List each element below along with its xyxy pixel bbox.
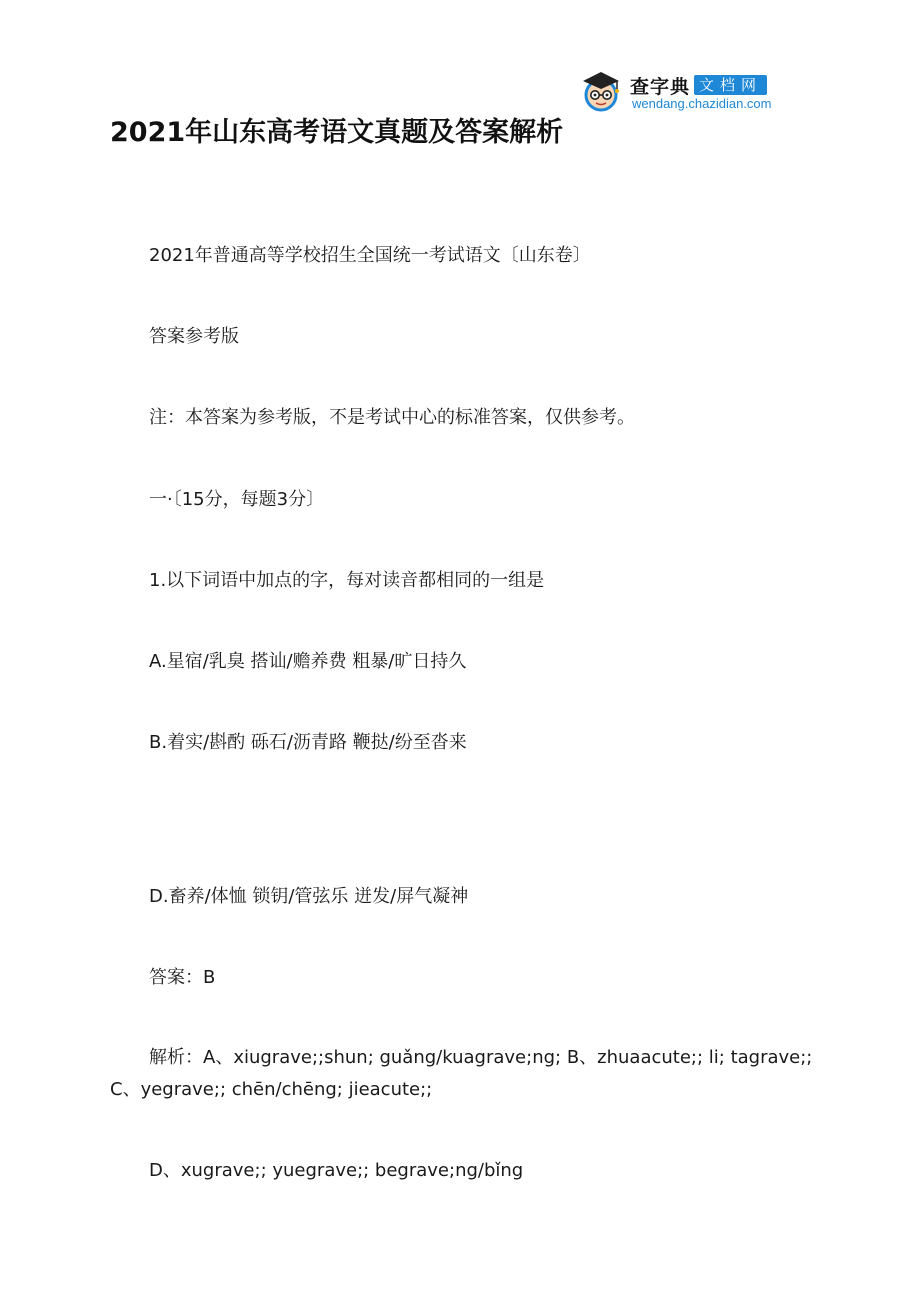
document-title: 2021年山东高考语文真题及答案解析 <box>110 117 564 148</box>
logo-brand-tag: 文档网 <box>694 75 767 95</box>
logo-brand <box>630 74 767 96</box>
logo-brand-name: 查字典 <box>630 75 691 98</box>
disclaimer-note: 注：本答案为参考版，不是考试中心的标准答案，仅供参考。 <box>149 407 635 428</box>
analysis-line-2: C、yegrave;; chēn/chēng; jieacute;; <box>110 1079 433 1100</box>
analysis-line-1: 解析：A、xiugrave;;shun; guǎng/kuagrave;ng; B、zhuaacute;; li; tagrave;; <box>149 1047 813 1068</box>
option-d: D.畜养/体恤 锁钥/管弦乐 迸发/屏气凝神 <box>149 886 469 907</box>
answer: 答案：B <box>149 967 216 988</box>
section-heading: 一·〔15分，每题3分〕 <box>149 489 325 510</box>
question-1: 1.以下词语中加点的字，每对读音都相同的一组是 <box>149 570 545 591</box>
site-logo[interactable] <box>578 68 810 114</box>
answer-version: 答案参考版 <box>149 326 239 347</box>
logo-url[interactable]: wendang.chazidian.com <box>632 96 772 111</box>
analysis-line-3: D、xugrave;; yuegrave;; begrave;ng/bǐng <box>149 1160 524 1181</box>
analysis <box>110 1042 820 1106</box>
option-a: A.星宿/乳臭 搭讪/赡养费 粗暴/旷日持久 <box>149 651 467 672</box>
exam-name: 2021年普通高等学校招生全国统一考试语文〔山东卷〕 <box>149 245 591 266</box>
option-b: B.着实/斟酌 砾石/沥青路 鞭挞/纷至沓来 <box>149 732 467 753</box>
mascot-graduate-icon <box>578 68 624 114</box>
